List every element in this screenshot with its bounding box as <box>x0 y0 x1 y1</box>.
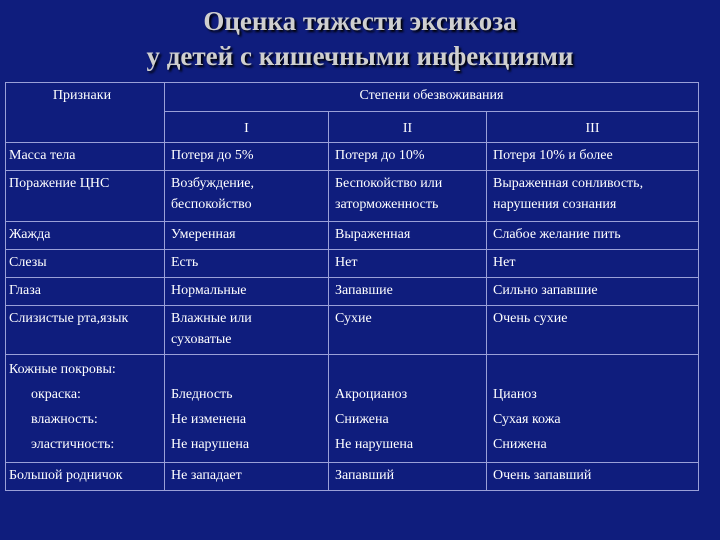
row-degree-3 <box>487 355 699 463</box>
row-sign: Жажда <box>6 222 165 250</box>
row-sign: Слезы <box>6 250 165 278</box>
slide-title <box>0 4 720 74</box>
header-degrees: Степени обезвоживания <box>165 83 699 112</box>
row-degree-3 <box>487 171 699 222</box>
table-row <box>6 306 699 355</box>
cell-line: Акроцианоз <box>335 387 408 402</box>
degree-2: II <box>329 112 487 143</box>
degree-1: I <box>165 112 329 143</box>
row-degree-2: Выраженная <box>329 222 487 250</box>
title-line-1: Оценка тяжести эксикоза <box>203 6 517 36</box>
row-sign: Большой родничок <box>6 463 165 491</box>
cell-line: Возбуждение, <box>171 176 254 191</box>
header-signs: Признаки <box>6 83 165 143</box>
skin-sub-moisture: влажность: <box>31 412 98 427</box>
row-degree-3: Потеря 10% и более <box>487 143 699 171</box>
skin-sub-color: окраска: <box>31 387 81 402</box>
row-degree-3: Очень сухие <box>487 306 699 355</box>
row-degree-1: Умеренная <box>165 222 329 250</box>
cell-line: Выраженная сонливость, <box>493 176 644 191</box>
row-sign: Глаза <box>6 278 165 306</box>
title-line-2: у детей с кишечными инфекциями <box>146 41 574 71</box>
row-degree-2: Потеря до 10% <box>329 143 487 171</box>
table-row <box>6 463 699 491</box>
cell-line: заторможенность <box>335 197 439 212</box>
cell-line: Беспокойство или <box>335 176 443 191</box>
row-degree-3: Сильно запавшие <box>487 278 699 306</box>
table-row-skin <box>6 355 699 463</box>
row-degree-3: Очень запавший <box>487 463 699 491</box>
row-degree-2 <box>329 171 487 222</box>
row-degree-1: Потеря до 5% <box>165 143 329 171</box>
row-sign: Слизистые рта,язык <box>6 306 165 355</box>
table-row <box>6 222 699 250</box>
row-degree-3: Нет <box>487 250 699 278</box>
cell-line: Не нарушена <box>335 437 414 452</box>
degree-3: III <box>487 112 699 143</box>
row-degree-2 <box>329 355 487 463</box>
cell-line: Снижена <box>493 437 547 452</box>
row-degree-3: Слабое желание пить <box>487 222 699 250</box>
row-degree-2: Запавшие <box>329 278 487 306</box>
cell-line: Цианоз <box>493 387 537 402</box>
row-degree-1 <box>165 171 329 222</box>
table-row <box>6 278 699 306</box>
cell-line: суховатые <box>171 332 232 347</box>
row-degree-2: Сухие <box>329 306 487 355</box>
table-row <box>6 143 699 171</box>
exsicosis-table <box>5 82 699 491</box>
cell-line: Влажные или <box>171 311 252 326</box>
row-sign: Поражение ЦНС <box>6 171 165 222</box>
skin-sub-elasticity: эластичность: <box>31 437 115 452</box>
row-sign: Масса тела <box>6 143 165 171</box>
cell-line: беспокойство <box>171 197 252 212</box>
cell-line: Не изменена <box>171 412 247 427</box>
cell-line: нарушения сознания <box>493 197 617 212</box>
row-degree-1: Есть <box>165 250 329 278</box>
row-degree-2: Нет <box>329 250 487 278</box>
row-degree-2: Запавший <box>329 463 487 491</box>
row-degree-1: Нормальные <box>165 278 329 306</box>
row-degree-1 <box>165 355 329 463</box>
row-degree-1 <box>165 306 329 355</box>
cell-line: Не нарушена <box>171 437 250 452</box>
cell-line: Снижена <box>335 412 389 427</box>
table-row <box>6 171 699 222</box>
header-row <box>6 83 699 112</box>
cell-line: Сухая кожа <box>493 412 561 427</box>
row-degree-1: Не западает <box>165 463 329 491</box>
cell-line: Бледность <box>171 387 233 402</box>
row-sign <box>6 355 165 463</box>
table-row <box>6 250 699 278</box>
skin-sign: Кожные покровы: <box>9 362 116 377</box>
